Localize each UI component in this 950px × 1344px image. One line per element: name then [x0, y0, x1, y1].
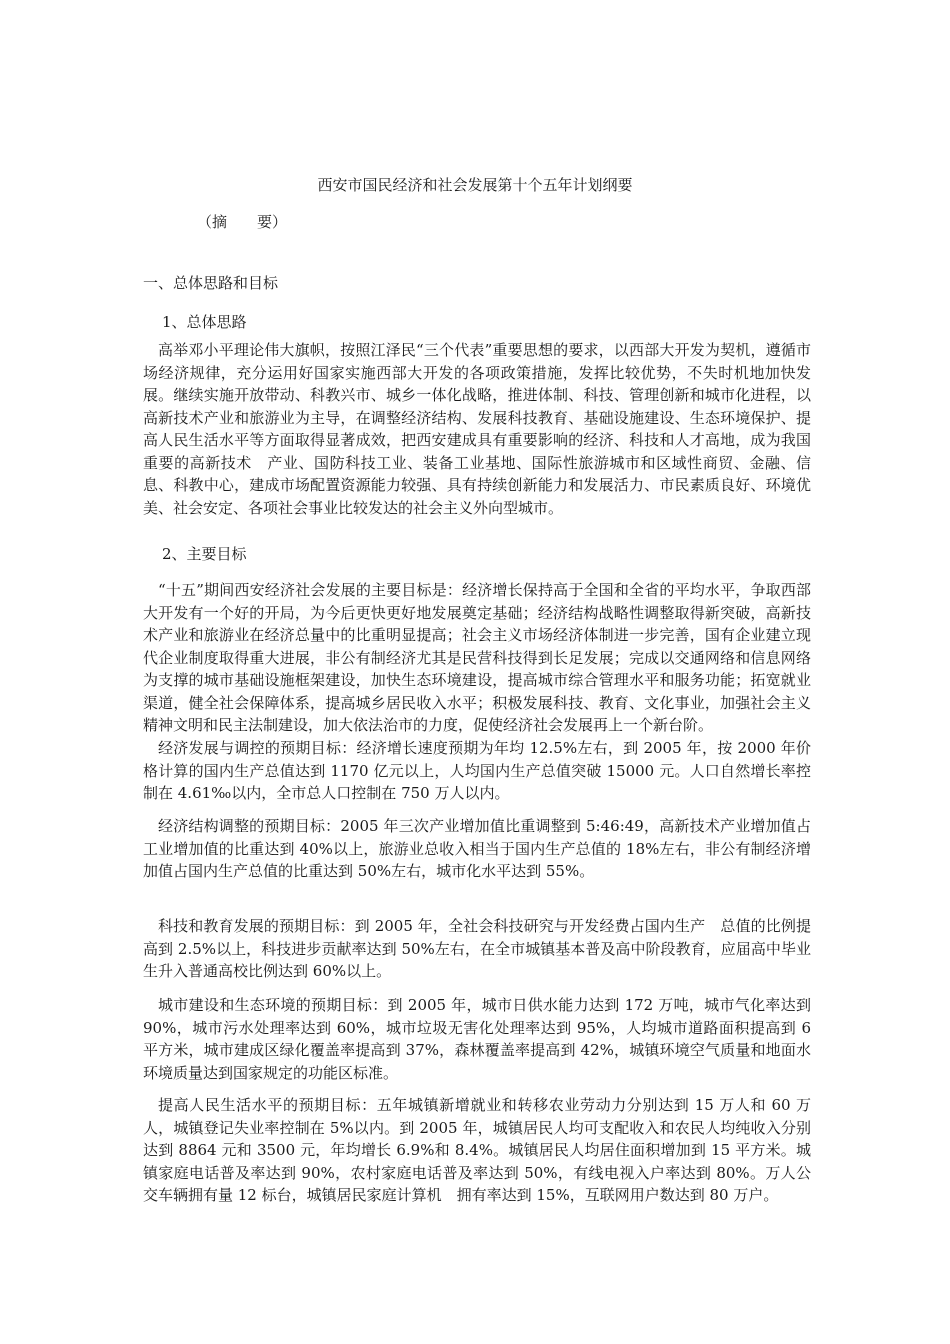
science-education-goals-paragraph: 科技和教育发展的预期目标：到 2005 年，全社会科技研究与开发经费占国内生产 总值的比例提高到 2.5%以上，科技进步贡献率达到 50%左右，在全市城镇基本普及高中阶段教育，应届高中毕业生升入普通高校比例达到 60%以上。 [143, 917, 811, 980]
overall-approach-paragraph: 高举邓小平理论伟大旗帜，按照江泽民“三个代表”重要思想的要求，以西部大开发为契机，遵循市场经济规律，充分运用好国家实施西部大开发的各项政策措施，发挥比较优势，不失时机地加快发展。继续实施开放带动、科教兴市、城乡一体化战略，推进体制、科技、管理创新和城市化进程，以高新技术产业和旅游业为主导，在调整经济结构、发展科技教育、基础设施建设、生态环境保护、提高人民生活水平等方面取得显著成效，把西安建成具有重要影响的经济、科技和人才高地，成为我国重要的高新技术 产业、国防科技工业、装备工业基地、国际性旅游城市和区域性商贸、金融、信息、科教中心，建成市场配置资源能力较强、具有持续创新能力和发展活力、市民素质良好、环境优美、社会安定、各项社会事业比较发达的社会主义外向型城市。 [143, 341, 811, 517]
main-goals-paragraph: “十五”期间西安经济社会发展的主要目标是：经济增长保持高于全国和全省的平均水平，争取西部大开发有一个好的开局，为今后更快更好地发展奠定基础；经济结构战略性调整取得新突破，高新技术产业和旅游业在经济总量中的比重明显提高；社会主义市场经济体制进一步完善，国有企业建立现代企业制度取得重大进展，非公有制经济尤其是民营科技得到长足发展；完成以交通网络和信息网络为支撑的城市基础设施框架建设，加快生态环境建设，提高城市综合管理水平和服务功能；拓宽就业渠道，健全社会保障体系，提高城乡居民收入水平；积极发展科技、教育、文化事业，加强社会主义精神文明和民主法制建设，加大依法治市的力度，促使经济社会发展再上一个新台阶。 [143, 581, 811, 734]
document-title: 西安市国民经济和社会发展第十个五年计划纲要 [317, 176, 633, 194]
subsection-1-heading: 1、总体思路 [162, 313, 247, 331]
living-standard-goals-paragraph: 提高人民生活水平的预期目标：五年城镇新增就业和转移农业劳动力分别达到 15 万人和 60 万人，城镇登记失业率控制在 5%以内。到 2005 年，城镇居民人均可支配收入和农民人均纯收入分别达到 8864 元和 3500 元，年均增长 6.9%和 8.4%。城镇居民人均居住面积增加到 15 平方米。城镇家庭电话普及率达到 90%，农村家庭电话普及率达到 50%，有线电视入户率达到 80%。万人公交车辆拥有量 12 标台，城镇居民家庭计算机 拥有率达到 15%，互联网用户数达到 80 万户。 [143, 1096, 811, 1204]
economic-structure-goals-paragraph: 经济结构调整的预期目标：2005 年三次产业增加值比重调整到 5:46:49，高新技术产业增加值占工业增加值的比重达到 40%以上，旅游业总收入相当于国内生产总值的 18%左右，非公有制经济增加值占国内生产总值的比重达到 50%左右，城市化水平达到 55%。 [143, 817, 811, 880]
subsection-2-heading: 2、主要目标 [162, 545, 247, 563]
urban-environment-goals-paragraph: 城市建设和生态环境的预期目标：到 2005 年，城市日供水能力达到 172 万吨，城市气化率达到 90%，城市污水处理率达到 60%，城市垃圾无害化处理率达到 95%，人均城市道路面积提高到 6 平方米，城市建成区绿化覆盖率提高到 37%，森林覆盖率提高到 42%，城镇环境空气质量和地面水环境质量达到国家规定的功能区标准。 [143, 996, 811, 1082]
section-1-heading: 一、总体思路和目标 [143, 274, 279, 292]
document-subtitle: （摘 要） [197, 213, 288, 231]
economic-growth-goals-paragraph: 经济发展与调控的预期目标：经济增长速度预期为年均 12.5%左右，到 2005 年，按 2000 年价格计算的国内生产总值达到 1170 亿元以上，人均国内生产总值突破 15000 元。人口自然增长率控制在 4.61‰以内，全市总人口控制在 750 万人以内。 [143, 739, 811, 802]
